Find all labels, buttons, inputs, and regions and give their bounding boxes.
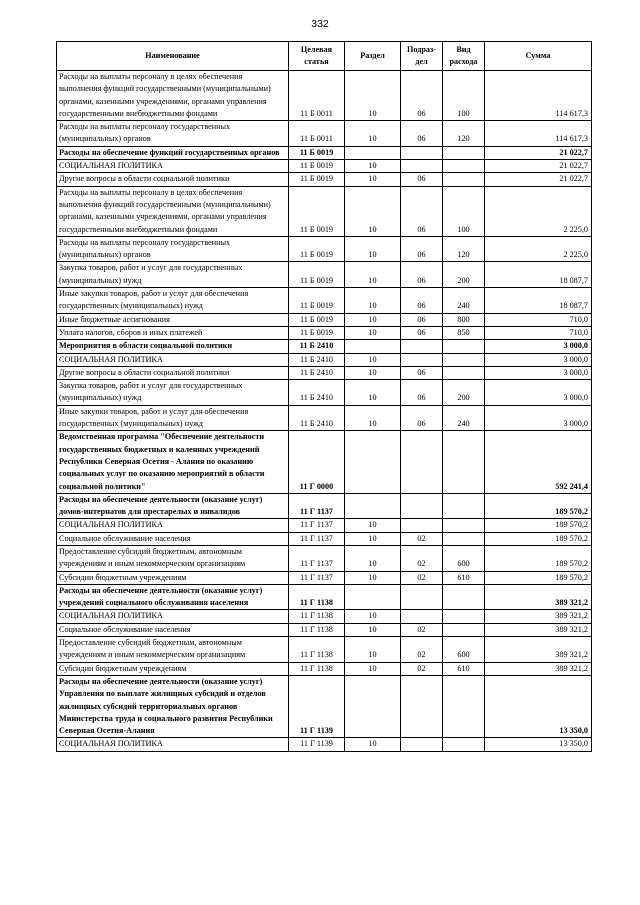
page-number: 332 — [311, 18, 329, 30]
cell-name: Другие вопросы в области социальной политики — [57, 173, 289, 186]
cell-section — [345, 431, 401, 493]
table-row — [57, 532, 592, 545]
cell-expense-type: 800 — [443, 313, 485, 326]
cell-amount: 114 617,3 — [485, 121, 592, 147]
cell-expense-type — [443, 353, 485, 366]
cell-amount: 189 570,2 — [485, 493, 592, 519]
cell-subsection — [401, 584, 443, 610]
cell-section: 10 — [345, 366, 401, 379]
cell-target: 11 Б 0019 — [289, 326, 345, 339]
cell-amount: 13 350,0 — [485, 738, 592, 751]
table-row — [57, 186, 592, 236]
cell-name: Другие вопросы в области социальной политики — [57, 366, 289, 379]
cell-subsection — [401, 146, 443, 159]
table-row — [57, 71, 592, 121]
cell-target: 11 Г 1138 — [289, 623, 345, 636]
cell-section: 10 — [345, 71, 401, 121]
cell-section: 10 — [345, 288, 401, 314]
cell-expense-type — [443, 584, 485, 610]
cell-amount: 189 570,2 — [485, 532, 592, 545]
cell-section: 10 — [345, 637, 401, 663]
cell-expense-type — [443, 366, 485, 379]
cell-subsection — [401, 610, 443, 623]
cell-name: Субсидии бюджетным учреждениям — [57, 662, 289, 675]
cell-name: Предоставление субсидий бюджетным, автономным учреждениям и иным некоммерческим организациям — [57, 545, 289, 571]
table-row — [57, 637, 592, 663]
cell-name: Субсидии бюджетным учреждениям — [57, 571, 289, 584]
cell-amount: 18 087,7 — [485, 288, 592, 314]
cell-amount: 3 000,0 — [485, 380, 592, 406]
cell-name: Ведомственная программа "Обеспечение деятельности государственных бюджетных и каленных учреждений Республики Северная Осетия - Алания по оказанию социальных услуг по оказанию мероприятий в области социальной политики" — [57, 431, 289, 493]
cell-amount: 189 570,2 — [485, 571, 592, 584]
cell-amount: 189 570,2 — [485, 545, 592, 571]
cell-section: 10 — [345, 610, 401, 623]
cell-name: СОЦИАЛЬНАЯ ПОЛИТИКА — [57, 519, 289, 532]
cell-target: 11 Б 0011 — [289, 71, 345, 121]
cell-amount: 389 321,2 — [485, 662, 592, 675]
cell-target: 11 Г 1137 — [289, 519, 345, 532]
cell-amount: 592 241,4 — [485, 431, 592, 493]
cell-target: 11 Б 0019 — [289, 236, 345, 262]
table-row — [57, 262, 592, 288]
cell-expense-type: 610 — [443, 571, 485, 584]
cell-target: 11 Г 1137 — [289, 545, 345, 571]
cell-expense-type — [443, 340, 485, 353]
cell-target: 11 Б 0019 — [289, 173, 345, 186]
table-row — [57, 675, 592, 737]
cell-amount: 2 225,0 — [485, 236, 592, 262]
table-row — [57, 519, 592, 532]
cell-amount: 389 321,2 — [485, 584, 592, 610]
cell-amount: 21 022,7 — [485, 173, 592, 186]
cell-expense-type — [443, 610, 485, 623]
cell-target: 11 Б 0011 — [289, 121, 345, 147]
cell-target: 11 Г 1137 — [289, 532, 345, 545]
cell-subsection — [401, 160, 443, 173]
cell-subsection: 06 — [401, 236, 443, 262]
cell-target: 11 Г 1139 — [289, 738, 345, 751]
cell-amount: 21 022,7 — [485, 160, 592, 173]
cell-name: Расходы на выплаты персоналу государственных (муниципальных) органов — [57, 236, 289, 262]
table-row — [57, 662, 592, 675]
cell-expense-type: 200 — [443, 380, 485, 406]
cell-name: Уплата налогов, сборов и иных платежей — [57, 326, 289, 339]
cell-name: Социальное обслуживание населения — [57, 623, 289, 636]
cell-target: 11 Г 1138 — [289, 610, 345, 623]
cell-subsection — [401, 493, 443, 519]
table-row — [57, 160, 592, 173]
cell-expense-type — [443, 146, 485, 159]
cell-expense-type — [443, 519, 485, 532]
table-row — [57, 353, 592, 366]
table-row — [57, 571, 592, 584]
cell-target: 11 Б 2410 — [289, 405, 345, 431]
header-subsection: Подраз-дел — [401, 42, 443, 71]
cell-expense-type: 600 — [443, 637, 485, 663]
cell-name: Иные закупки товаров, работ и услуг для обеспечения государственных (муниципальных) нужд — [57, 405, 289, 431]
cell-section: 10 — [345, 160, 401, 173]
cell-target: 11 Б 0019 — [289, 262, 345, 288]
table-row — [57, 405, 592, 431]
cell-subsection — [401, 431, 443, 493]
cell-target: 11 Г 1139 — [289, 675, 345, 737]
cell-amount: 389 321,2 — [485, 623, 592, 636]
cell-subsection — [401, 675, 443, 737]
cell-subsection: 06 — [401, 313, 443, 326]
cell-amount: 21 022,7 — [485, 146, 592, 159]
header-name: Наименование — [57, 42, 289, 71]
cell-target: 11 Б 0019 — [289, 146, 345, 159]
cell-subsection: 06 — [401, 380, 443, 406]
table-row — [57, 493, 592, 519]
cell-section: 10 — [345, 313, 401, 326]
cell-name: Расходы на обеспечение деятельности (оказание услуг) учреждений социального обслуживания населения — [57, 584, 289, 610]
cell-subsection: 02 — [401, 637, 443, 663]
cell-expense-type: 120 — [443, 121, 485, 147]
table-row — [57, 623, 592, 636]
cell-expense-type — [443, 431, 485, 493]
cell-amount: 13 350,0 — [485, 675, 592, 737]
cell-amount: 389 321,2 — [485, 610, 592, 623]
cell-section: 10 — [345, 353, 401, 366]
cell-section: 10 — [345, 186, 401, 236]
cell-section: 10 — [345, 532, 401, 545]
cell-expense-type: 600 — [443, 545, 485, 571]
cell-name: Мероприятия в области социальной политики — [57, 340, 289, 353]
cell-section: 10 — [345, 173, 401, 186]
cell-subsection: 06 — [401, 405, 443, 431]
cell-section — [345, 340, 401, 353]
cell-name: СОЦИАЛЬНАЯ ПОЛИТИКА — [57, 610, 289, 623]
cell-section: 10 — [345, 662, 401, 675]
cell-expense-type: 200 — [443, 262, 485, 288]
cell-section: 10 — [345, 571, 401, 584]
cell-target: 11 Б 0019 — [289, 160, 345, 173]
cell-expense-type — [443, 160, 485, 173]
budget-table — [56, 41, 592, 752]
cell-target: 11 Г 1138 — [289, 662, 345, 675]
table-row — [57, 313, 592, 326]
cell-subsection: 02 — [401, 662, 443, 675]
cell-section: 10 — [345, 262, 401, 288]
cell-subsection: 06 — [401, 366, 443, 379]
table-row — [57, 380, 592, 406]
cell-name: Расходы на выплаты персоналу в целях обеспечения выполнения функций государственными (муниципальными) органами, казенными учреждениями, органами управления государственными внебюджетными фондами — [57, 186, 289, 236]
cell-section: 10 — [345, 326, 401, 339]
table-header — [57, 42, 592, 71]
cell-section — [345, 584, 401, 610]
cell-expense-type — [443, 675, 485, 737]
table-row — [57, 121, 592, 147]
cell-target: 11 Б 0019 — [289, 313, 345, 326]
table-row — [57, 738, 592, 751]
cell-amount: 3 000,0 — [485, 366, 592, 379]
cell-target: 11 Г 1137 — [289, 571, 345, 584]
cell-section — [345, 675, 401, 737]
cell-name: СОЦИАЛЬНАЯ ПОЛИТИКА — [57, 353, 289, 366]
cell-subsection: 02 — [401, 545, 443, 571]
cell-subsection: 06 — [401, 173, 443, 186]
cell-name: Расходы на выплаты персоналу в целях обеспечения выполнения функций государственными (муниципальными) органами, казенными учреждениями, органами управления государственными внебюджетными фондами — [57, 71, 289, 121]
header-amount: Сумма — [485, 42, 592, 71]
cell-target: 11 Б 2410 — [289, 380, 345, 406]
cell-expense-type: 100 — [443, 186, 485, 236]
cell-subsection — [401, 353, 443, 366]
cell-expense-type: 240 — [443, 288, 485, 314]
cell-subsection: 06 — [401, 71, 443, 121]
cell-subsection: 06 — [401, 288, 443, 314]
cell-amount: 389 321,2 — [485, 637, 592, 663]
table-row — [57, 236, 592, 262]
table-row — [57, 431, 592, 493]
cell-section: 10 — [345, 405, 401, 431]
cell-name: Иные закупки товаров, работ и услуг для обеспечения государственных (муниципальных) нужд — [57, 288, 289, 314]
cell-target: 11 Б 2410 — [289, 340, 345, 353]
header-section: Раздел — [345, 42, 401, 71]
cell-target: 11 Б 2410 — [289, 366, 345, 379]
cell-section: 10 — [345, 380, 401, 406]
cell-name: Расходы на обеспечение деятельности (оказание услуг) Управления по выплате жилищных субсидий и отделов жилищных субсидий территориальных органов Министерства труда и социального развития Республики Северная Осетия-Алания — [57, 675, 289, 737]
cell-target: 11 Г 1137 — [289, 493, 345, 519]
table-row — [57, 173, 592, 186]
cell-name: Иные бюджетные ассигнования — [57, 313, 289, 326]
cell-amount: 710,0 — [485, 326, 592, 339]
table-row — [57, 366, 592, 379]
cell-name: СОЦИАЛЬНАЯ ПОЛИТИКА — [57, 738, 289, 751]
cell-expense-type: 850 — [443, 326, 485, 339]
cell-name: Закупка товаров, работ и услуг для государственных (муниципальных) нужд — [57, 380, 289, 406]
cell-section: 10 — [345, 519, 401, 532]
table-row — [57, 288, 592, 314]
cell-subsection: 06 — [401, 262, 443, 288]
cell-target: 11 Б 0019 — [289, 288, 345, 314]
cell-target: 11 Б 2410 — [289, 353, 345, 366]
cell-amount: 2 225,0 — [485, 186, 592, 236]
cell-section — [345, 146, 401, 159]
table-row — [57, 340, 592, 353]
cell-subsection — [401, 519, 443, 532]
cell-target: 11 Г 1138 — [289, 584, 345, 610]
cell-subsection — [401, 340, 443, 353]
table-row — [57, 326, 592, 339]
cell-amount: 710,0 — [485, 313, 592, 326]
cell-expense-type — [443, 623, 485, 636]
cell-name: Предоставление субсидий бюджетным, автономным учреждениям и иным некоммерческим организациям — [57, 637, 289, 663]
cell-expense-type: 240 — [443, 405, 485, 431]
header-target: Целевая статья — [289, 42, 345, 71]
cell-amount: 3 000,0 — [485, 353, 592, 366]
cell-expense-type: 100 — [443, 71, 485, 121]
cell-subsection: 06 — [401, 186, 443, 236]
cell-amount: 114 617,3 — [485, 71, 592, 121]
cell-amount: 3 000,0 — [485, 405, 592, 431]
cell-subsection: 06 — [401, 121, 443, 147]
cell-name: Социальное обслуживание населения — [57, 532, 289, 545]
cell-subsection: 06 — [401, 326, 443, 339]
cell-section: 10 — [345, 545, 401, 571]
cell-target: 11 Г 0000 — [289, 431, 345, 493]
cell-name: СОЦИАЛЬНАЯ ПОЛИТИКА — [57, 160, 289, 173]
cell-name: Расходы на обеспечение деятельности (оказание услуг) домов-интернатов для престарелых и инвалидов — [57, 493, 289, 519]
cell-amount: 3 000,0 — [485, 340, 592, 353]
cell-section: 10 — [345, 236, 401, 262]
table-row — [57, 610, 592, 623]
cell-section — [345, 493, 401, 519]
cell-expense-type — [443, 173, 485, 186]
table-row — [57, 545, 592, 571]
cell-expense-type: 120 — [443, 236, 485, 262]
cell-target: 11 Б 0019 — [289, 186, 345, 236]
cell-name: Расходы на выплаты персоналу государственных (муниципальных) органов — [57, 121, 289, 147]
cell-name: Расходы на обеспечение функций государственных органов — [57, 146, 289, 159]
cell-expense-type: 610 — [443, 662, 485, 675]
cell-amount: 189 570,2 — [485, 519, 592, 532]
cell-target: 11 Г 1138 — [289, 637, 345, 663]
header-expense-type: Вид расхода — [443, 42, 485, 71]
cell-section: 10 — [345, 623, 401, 636]
cell-amount: 18 087,7 — [485, 262, 592, 288]
cell-subsection: 02 — [401, 623, 443, 636]
cell-section: 10 — [345, 121, 401, 147]
cell-subsection: 02 — [401, 532, 443, 545]
cell-section: 10 — [345, 738, 401, 751]
cell-subsection: 02 — [401, 571, 443, 584]
table-body — [57, 71, 592, 752]
cell-expense-type — [443, 738, 485, 751]
cell-expense-type — [443, 493, 485, 519]
table-row — [57, 584, 592, 610]
cell-expense-type — [443, 532, 485, 545]
table-row — [57, 146, 592, 159]
cell-subsection — [401, 738, 443, 751]
cell-name: Закупка товаров, работ и услуг для государственных (муниципальных) нужд — [57, 262, 289, 288]
